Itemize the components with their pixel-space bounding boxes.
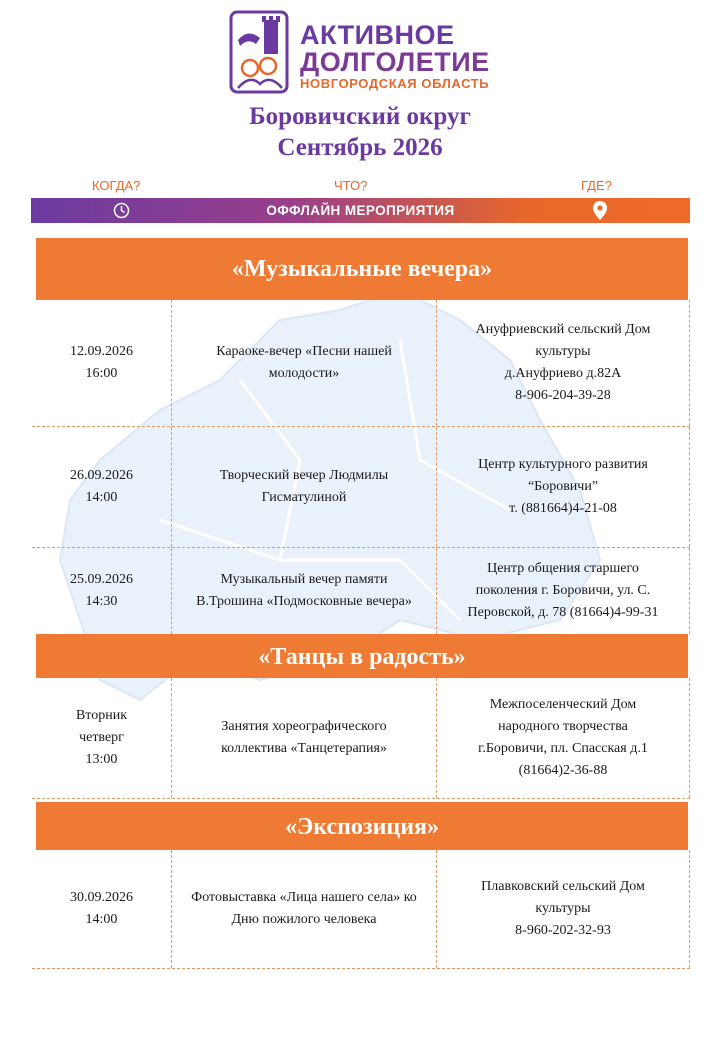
what-line: коллектива «Танцетерапия»	[221, 741, 387, 756]
where-line: д.Ануфриево д.82А	[504, 366, 622, 381]
where-line: поколения г. Боровичи, ул. С.	[475, 583, 651, 598]
logo-text	[300, 22, 490, 92]
where-line: Перовской, д. 78 (81664)4-99-31	[467, 605, 659, 620]
what-line: Гисматулиной	[261, 490, 347, 505]
where-line: 8-906-204-39-28	[515, 388, 611, 403]
where-line: (81664)2-36-88	[518, 763, 608, 778]
what-line: В.Трошина «Подмосковные вечера»	[196, 594, 412, 609]
what-line: Музыкальный вечер памяти	[220, 572, 388, 587]
when-line: 26.09.2026	[70, 468, 133, 483]
column-labels	[30, 178, 690, 194]
cell-what	[171, 427, 436, 547]
cell-what	[171, 300, 436, 426]
page-title-month: Сентябрь 2026	[277, 134, 443, 161]
when-line: 14:00	[85, 490, 118, 505]
where-line: г.Боровичи, пл. Спасская д.1	[478, 741, 648, 756]
label-what: ЧТО?	[334, 178, 368, 193]
logo	[228, 10, 498, 96]
cell-when	[32, 678, 171, 798]
cell-when	[32, 850, 171, 968]
table-row	[32, 548, 690, 634]
where-line: 8-960-202-32-93	[515, 923, 611, 938]
what-line: Караоке-вечер «Песни нашей	[216, 344, 392, 359]
label-when: КОГДА?	[92, 178, 141, 193]
location-pin-icon	[593, 201, 607, 220]
where-line: Межпоселенческий Дом	[489, 697, 637, 712]
where-line: культуры	[535, 901, 591, 916]
when-line: 12.09.2026	[70, 344, 133, 359]
where-line: “Боровичи”	[527, 479, 599, 494]
what-line: Творческий вечер Людмилы	[219, 468, 389, 483]
cell-when	[32, 427, 171, 547]
logo-emblem-icon	[228, 10, 290, 94]
where-line: т. (881664)4-21-08	[509, 501, 617, 516]
logo-line-2: ДОЛГОЛЕТИЕ	[300, 47, 490, 77]
what-line: Фотовыставка «Лица нашего села» ко	[191, 890, 417, 905]
section-header-exposition: «Экспозиция»	[36, 802, 688, 850]
cell-when	[32, 548, 171, 634]
when-line: четверг	[79, 730, 124, 745]
logo-line-1: АКТИВНОЕ	[300, 20, 455, 50]
what-line: молодости»	[268, 366, 340, 381]
where-line: народного творчества	[498, 719, 628, 734]
table-row	[32, 850, 690, 969]
what-line: Занятия хореографического	[221, 719, 387, 734]
when-line: 13:00	[85, 752, 118, 767]
cell-where	[436, 850, 690, 968]
cell-what	[171, 548, 436, 634]
section-header-dances: «Танцы в радость»	[36, 634, 688, 678]
offline-events-bar	[31, 198, 690, 223]
logo-line-3: НОВГОРОДСКАЯ ОБЛАСТЬ	[300, 76, 490, 91]
cell-where	[436, 678, 690, 798]
cell-where	[436, 300, 690, 426]
where-line: Центр общения старшего	[487, 561, 639, 576]
when-line: Вторник	[75, 708, 128, 723]
cell-what	[171, 678, 436, 798]
when-line: 30.09.2026	[70, 890, 133, 905]
table-row	[32, 678, 690, 799]
page-title-district: Боровичский округ	[249, 103, 471, 130]
when-line: 25.09.2026	[70, 572, 133, 587]
cell-when	[32, 300, 171, 426]
when-line: 16:00	[85, 366, 118, 381]
section-header-musical-evenings: «Музыкальные вечера»	[36, 238, 688, 300]
when-line: 14:00	[85, 912, 118, 927]
where-line: Плавковский сельский Дом	[481, 879, 645, 894]
label-where: ГДЕ?	[581, 178, 612, 193]
when-line: 14:30	[85, 594, 118, 609]
where-line: культуры	[535, 344, 591, 359]
table-row	[32, 300, 690, 427]
cell-where	[436, 427, 690, 547]
where-line: Центр культурного развития	[478, 457, 648, 472]
bar-title: ОФФЛАЙН МЕРОПРИЯТИЯ	[266, 203, 455, 218]
what-line: Дню пожилого человека	[231, 912, 377, 927]
cell-where	[436, 548, 690, 634]
cell-what	[171, 850, 436, 968]
where-line: Ануфриевский сельский Дом	[475, 322, 651, 337]
table-row	[32, 427, 690, 548]
